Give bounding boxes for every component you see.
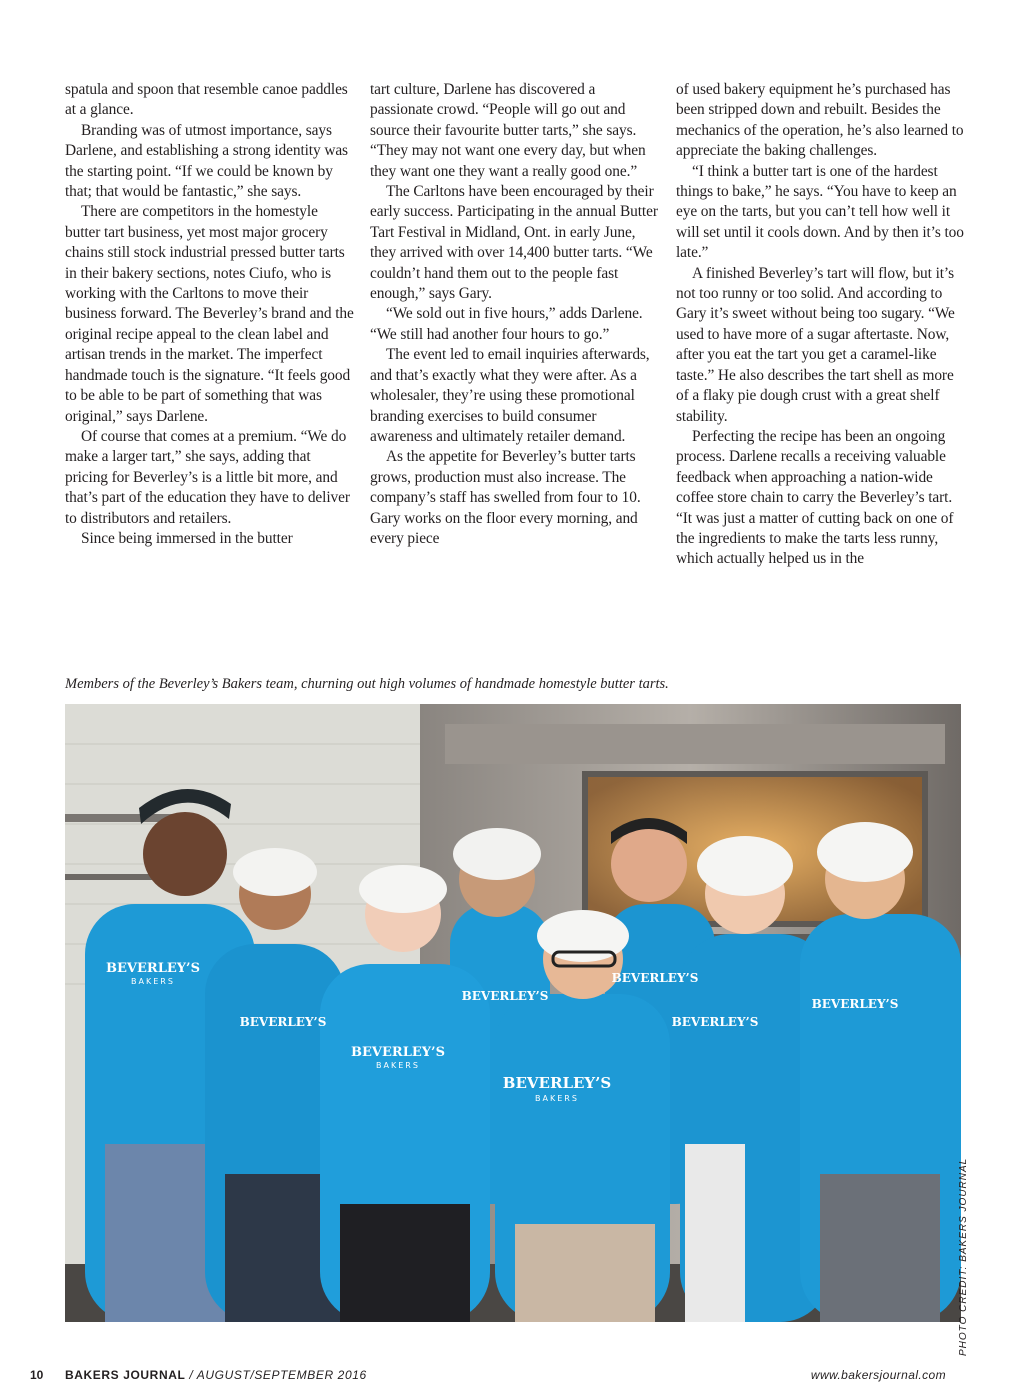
article-paragraph: There are competitors in the homestyle butter tart business, yet most major grocery chains still stock industrial pressed butter tarts in their bakery sections, notes Ciufo, who is working with the Carltons to move their business forward. The Beverley’s brand and the original recipe appeal to the clean label and artisan trends in the market. The imperfect handmade touch is the signature. “It feels good to be able to be part of something that was original,” says Darlene. xyxy=(65,203,354,425)
shirt-logo-2: BEVERLEY’S xyxy=(239,1015,327,1029)
publication-line xyxy=(65,1368,367,1382)
article-paragraph: As the appetite for Beverley’s butter tarts grows, production must also increase. The company’s staff has swelled from four to 10. Gary works on the floor every morning, and every piece xyxy=(370,448,641,547)
website-url[interactable]: www.bakersjournal.com xyxy=(810,1368,946,1382)
shirt-logo-8: BEVERLEY’S xyxy=(811,997,899,1011)
article-column-1 xyxy=(65,80,355,549)
shirt-logo-6: BEVERLEY’S xyxy=(611,971,699,985)
article-paragraph: tart culture, Darlene has discovered a passionate crowd. “People will go out and source their favourite butter tarts,” she says. “They may not want one every day, but when they want one they want a really good one.” xyxy=(370,81,646,180)
article-paragraph: Of course that comes at a premium. “We do make a larger tart,” she says, adding that pricing for Beverley’s is a little bit more, and that’s part of the education they have to deliver to distributors and retailers. xyxy=(65,427,350,527)
shirt-logo-1: BEVERLEY’S xyxy=(106,961,200,976)
page-number: 10 xyxy=(30,1368,44,1382)
article-paragraph: A finished Beverley’s tart will flow, but it’s not too runny or too solid. And according to Gary it’s sweet without being too sugary. “We used to have more of a sugar aftertaste. Now, after you eat the tart you get a caramel-like taste.” He also describes the tart shell as more of a flaky pie dough crust with a great shelf stability. xyxy=(676,264,955,425)
article-paragraph: spatula and spoon that resemble canoe paddles at a glance. xyxy=(65,81,348,119)
photo-credit: PHOTO CREDIT: BAKERS JOURNAL xyxy=(958,1157,969,1356)
shirt-logo-4: BEVERLEY’S xyxy=(461,989,549,1003)
issue-date: / AUGUST/SEPTEMBER 2016 xyxy=(189,1368,367,1382)
article-paragraph: of used bakery equipment he’s purchased has been stripped down and rebuilt. Besides the mechanics of the operation, he’s also learned to appreciate the baking challenges. xyxy=(676,81,964,160)
shirt-sub-3: BAKERS xyxy=(376,1061,420,1070)
article-paragraph: Since being immersed in the butter xyxy=(81,529,293,547)
shirt-logo-7: BEVERLEY’S xyxy=(671,1015,759,1029)
article-column-3 xyxy=(676,80,966,570)
article-paragraph: “We sold out in five hours,” adds Darlene. “We still had another four hours to go.” xyxy=(370,305,643,343)
publication-name: BAKERS JOURNAL xyxy=(65,1368,186,1382)
team-photo-illustration xyxy=(65,704,961,1322)
article-paragraph: The event led to email inquiries afterwards, and that’s exactly what they were after. As a wholesaler, they’re using these promotional branding exercises to build consumer awareness and ultimately retailer demand. xyxy=(370,346,650,445)
photo-caption: Members of the Beverley’s Bakers team, churning out high volumes of handmade homestyle butter tarts. xyxy=(65,676,669,692)
article-paragraph: “I think a butter tart is one of the hardest things to bake,” he says. “You have to keep an eye on the tarts, but you can’t tell how well it will set until it cools down. And by then it’s too late.” xyxy=(676,162,964,262)
article-column-2 xyxy=(370,80,660,549)
page-footer xyxy=(0,1364,1024,1384)
shirt-logo-5: BEVERLEY’S xyxy=(502,1074,612,1092)
shirt-sub-1: BAKERS xyxy=(131,977,175,986)
team-photo xyxy=(65,704,961,1322)
article-paragraph: Branding was of utmost importance, says Darlene, and establishing a strong identity was the starting point. “If we could be known by that; that would be fantastic,” she says. xyxy=(65,121,348,201)
shirt-sub-5: BAKERS xyxy=(535,1094,579,1103)
article-paragraph: The Carltons have been encouraged by their early success. Participating in the annual Butter Tart Festival in Midland, Ont. in early June, they arrived with over 14,400 butter tarts. “We couldn’t hand them out to the people fast enough,” says Gary. xyxy=(370,183,658,303)
article-paragraph: Perfecting the recipe has been an ongoing process. Darlene recalls a receiving valuable feedback when approaching a nation-wide coffee store chain to carry the Beverley’s tart. “It was just a matter of cutting back on one of the ingredients to make the tarts less runny, which actually helped us in the xyxy=(676,427,954,568)
shirt-logo-3: BEVERLEY’S xyxy=(351,1045,445,1060)
